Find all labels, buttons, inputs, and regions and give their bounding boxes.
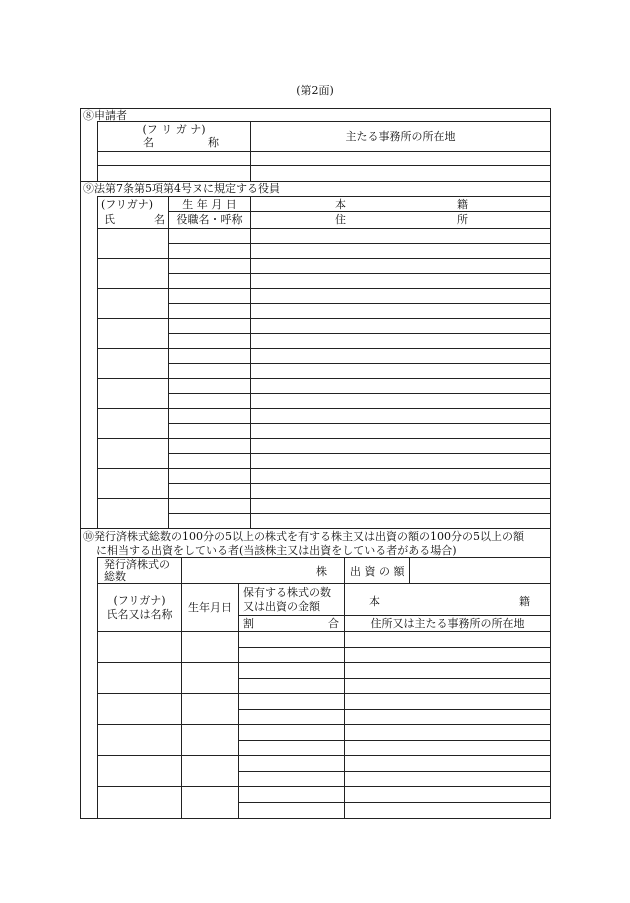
s10-holding-1: 保有する株式の数 <box>243 586 331 599</box>
s9-dob: 生 年 月 日 <box>182 198 237 211</box>
s9-jusho-a: 住 <box>335 213 346 226</box>
page-label: (第2面) <box>296 84 334 97</box>
s8-heading: ⑧申請者 <box>83 109 127 122</box>
s9-furigana: (フリガナ) <box>101 198 154 211</box>
s9-honseki-b: 籍 <box>457 198 468 211</box>
s9-jusho-b: 所 <box>457 213 468 226</box>
s10-address: 住所又は主たる事務所の所在地 <box>370 617 525 630</box>
s9-name-a: 氏 <box>104 213 115 226</box>
s10-heading-line1: ⑩発行済株式総数の100分の5以上の株式を有する株主又は出資の額の100分の5以上の額 <box>83 530 524 543</box>
s10-ratio-b: 合 <box>328 617 339 630</box>
s10-total-label-1: 発行済株式の <box>104 558 170 571</box>
s10-total-label-2: 総数 <box>104 570 126 583</box>
s10-holding-2: 又は出資の金額 <box>243 600 320 613</box>
s10-shusshi: 出 資 の 額 <box>350 565 405 578</box>
s9-honseki-a: 本 <box>335 198 346 211</box>
s10-furigana: (フリガナ) <box>113 594 166 607</box>
s10-honseki-a: 本 <box>369 595 380 608</box>
s9-name-b: 名 <box>154 213 165 226</box>
s10-dob: 生年月日 <box>188 601 232 614</box>
frame-bottom <box>80 818 551 819</box>
s10-heading-line2: に相当する出資をしている者(当該株主又は出資をしている者がある場合) <box>96 544 457 557</box>
s8-furigana: (フ リ ガ ナ) <box>142 123 206 136</box>
s8-name-a: 名 <box>143 136 154 149</box>
s10-ratio-a: 割 <box>243 617 254 630</box>
s10-kabu: 株 <box>316 565 327 578</box>
s10-honseki-b: 籍 <box>519 595 530 608</box>
s8-name-b: 称 <box>208 136 219 149</box>
s10-name: 氏名又は名称 <box>106 608 173 621</box>
frame-top <box>80 108 551 109</box>
frame-right <box>550 108 551 819</box>
s9-role: 役職名・呼称 <box>176 213 243 226</box>
frame-left <box>80 108 81 819</box>
s9-heading: ⑨法第7条第5項第4号ヌに規定する役員 <box>83 182 280 195</box>
s8-address-header: 主たる事務所の所在地 <box>345 130 456 143</box>
